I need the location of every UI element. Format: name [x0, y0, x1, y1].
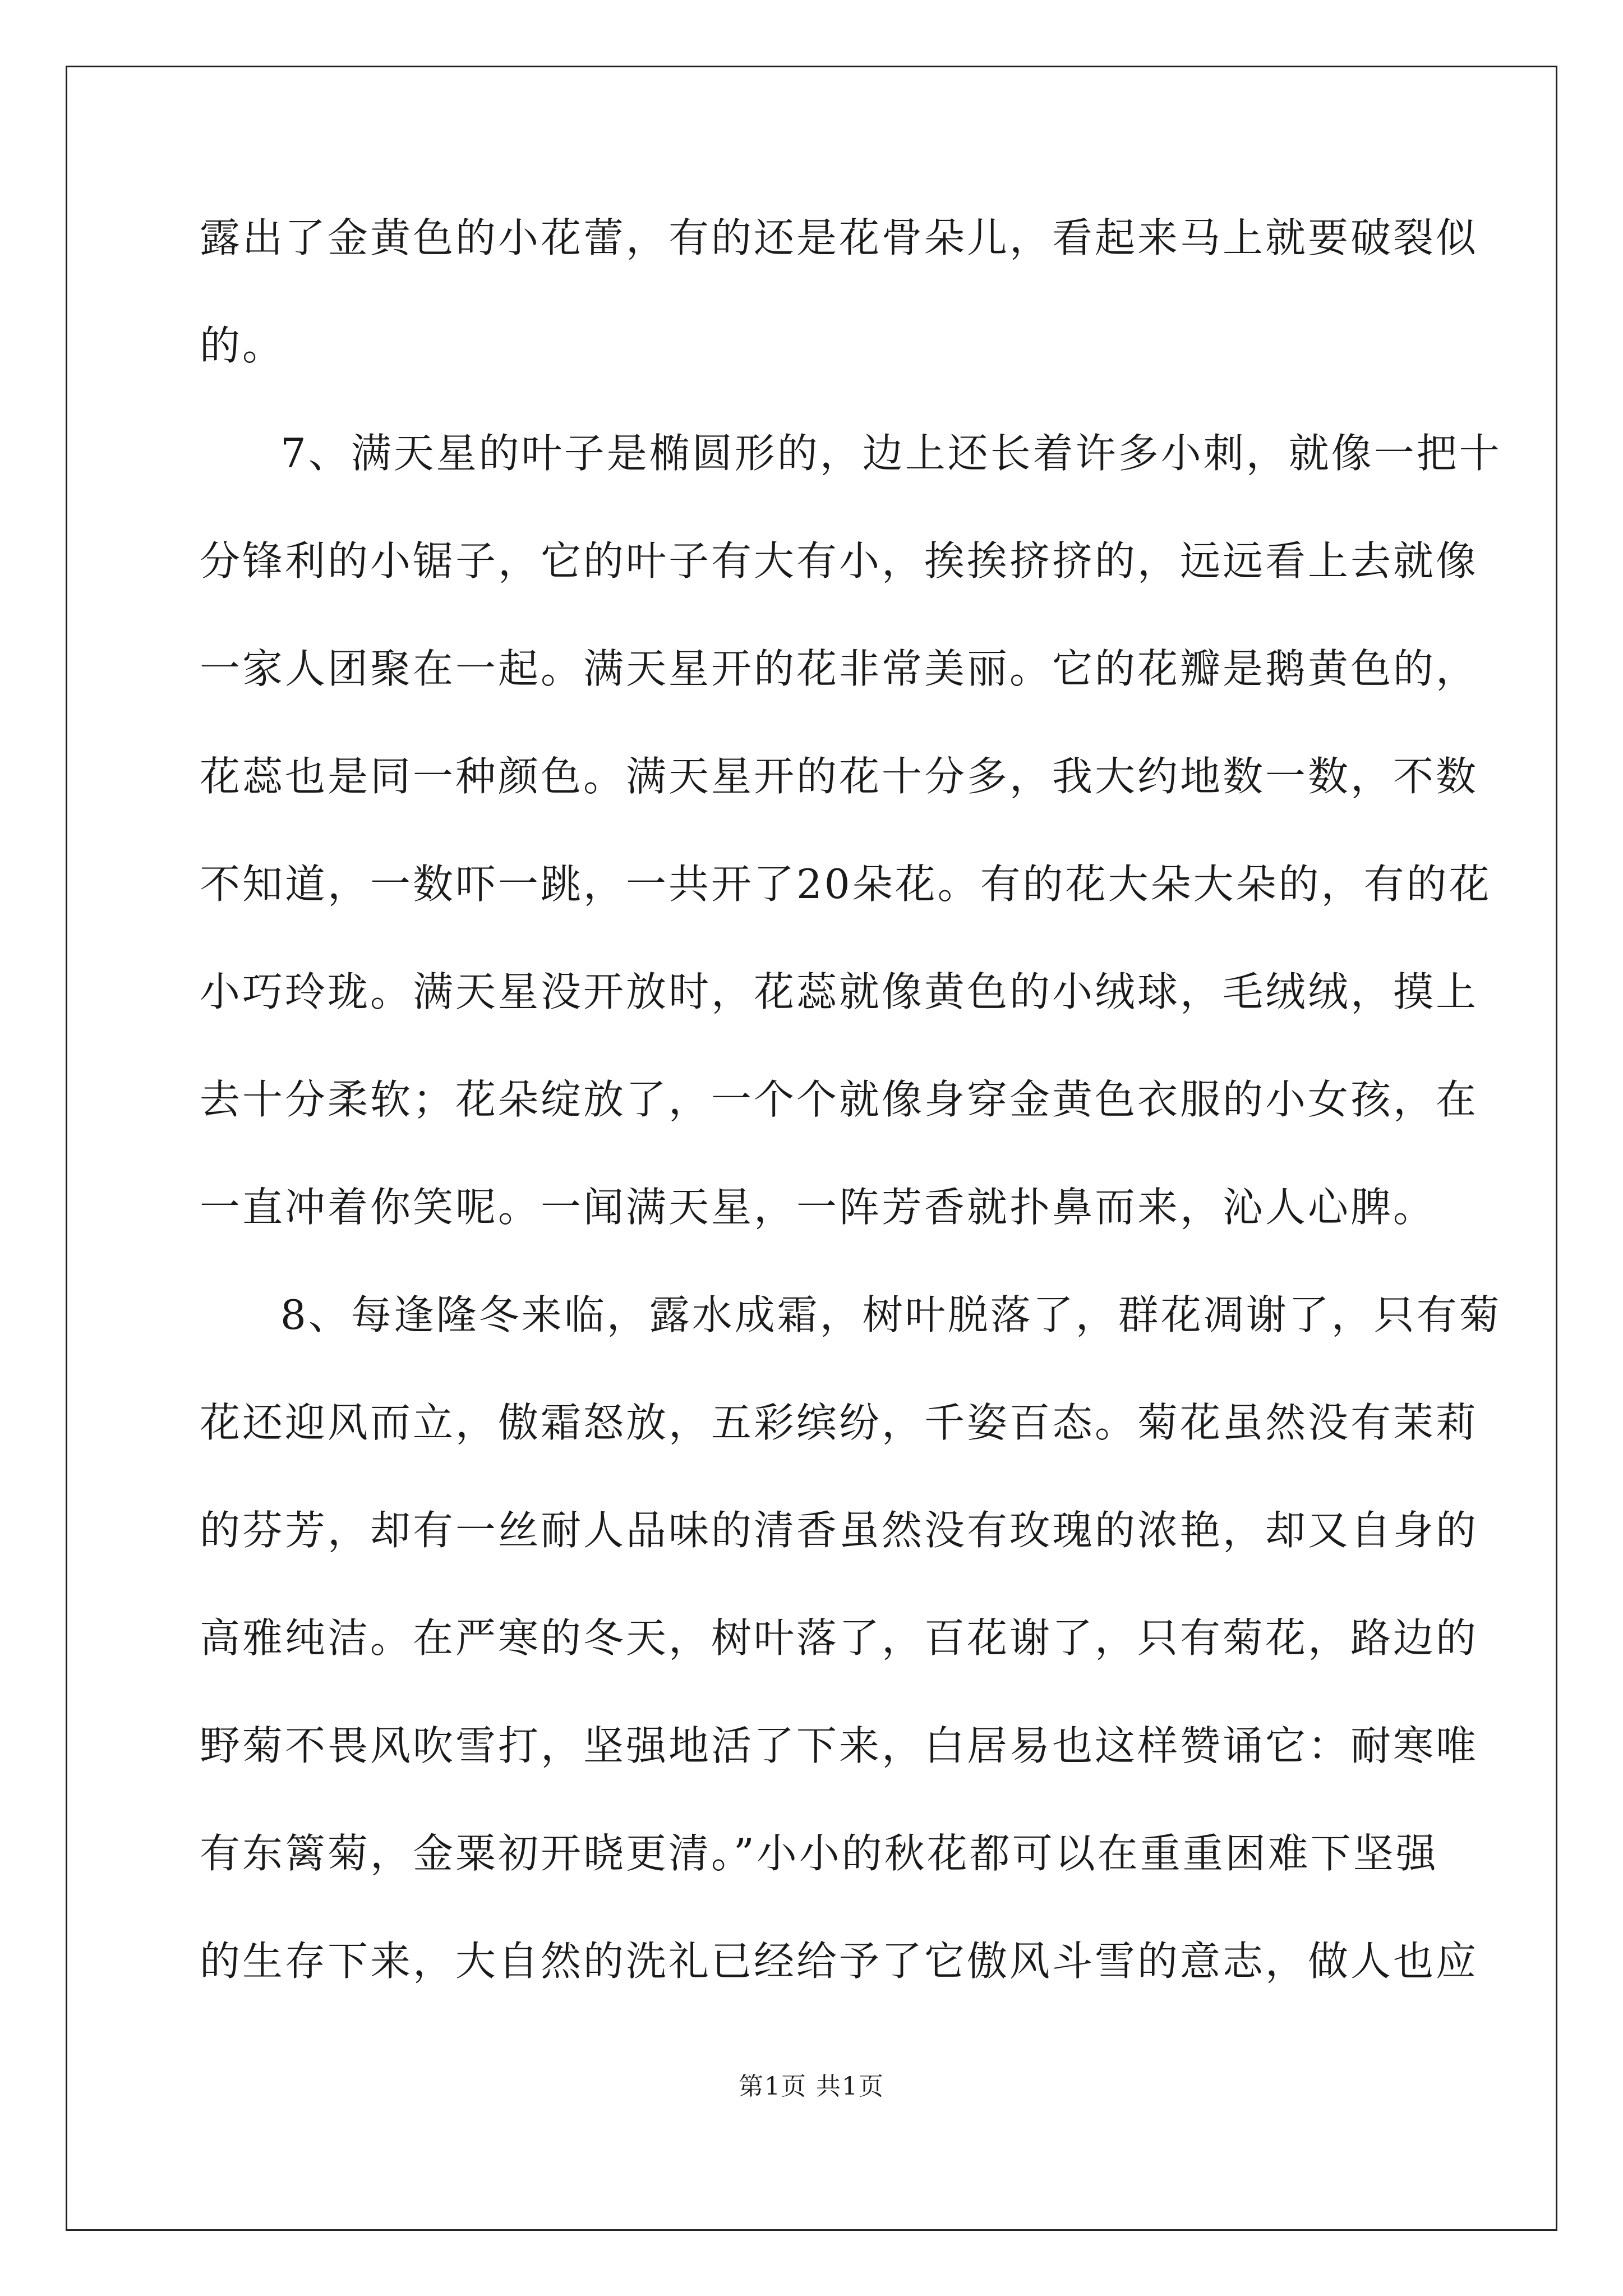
text-line: 一家人团聚在一起。满天星开的花非常美丽。它的花瓣是鹅黄色的，	[200, 645, 1479, 692]
text-line: 的生存下来，大自然的洗礼已经给予了它傲风斗雪的意志，做人也应	[200, 1938, 1479, 1985]
paragraph-7-start: 7、满天星的叶子是椭圆形的，边上还长着许多小刺，就像一把十	[280, 430, 1502, 477]
text-line: 一直冲着你笑呢。一闻满天星，一阵芳香就扑鼻而来，沁人心脾。	[200, 1184, 1436, 1231]
text-line: 花蕊也是同一种颜色。满天星开的花十分多，我大约地数一数，不数	[200, 753, 1479, 800]
page-footer: 第1页 共1页	[739, 2072, 884, 2101]
text-line: 不知道，一数吓一跳，一共开了20朵花。有的花大朵大朵的，有的花	[200, 861, 1492, 908]
text-line: 的芬芳，却有一丝耐人品味的清香虽然没有玫瑰的浓艳，却又自身的	[200, 1507, 1479, 1554]
text-line: 野菊不畏风吹雪打，坚强地活了下来，白居易也这样赞诵它：耐寒唯	[200, 1722, 1479, 1769]
document-body	[200, 214, 1502, 2049]
paragraph-8-start: 8、每逢隆冬来临，露水成霜，树叶脱落了，群花凋谢了，只有菊	[280, 1291, 1502, 1338]
text-line: 去十分柔软；花朵绽放了，一个个就像身穿金黄色衣服的小女孩，在	[200, 1076, 1479, 1123]
text-line: 露出了金黄色的小花蕾，有的还是花骨朵儿，看起来马上就要破裂似	[200, 214, 1479, 261]
text-line: 小巧玲珑。满天星没开放时，花蕊就像黄色的小绒球，毛绒绒，摸上	[200, 968, 1479, 1015]
text-line: 花还迎风而立，傲霜怒放，五彩缤纷，千姿百态。菊花虽然没有茉莉	[200, 1399, 1479, 1446]
text-line: 分锋利的小锯子，它的叶子有大有小，挨挨挤挤的，远远看上去就像	[200, 537, 1479, 585]
text-line: 高雅纯洁。在严寒的冬天，树叶落了，百花谢了，只有菊花，路边的	[200, 1614, 1479, 1662]
text-line: 有东篱菊，金粟初开晓更清。”小小的秋花都可以在重重困难下坚强	[200, 1830, 1438, 1877]
text-line: 的。	[200, 322, 285, 369]
